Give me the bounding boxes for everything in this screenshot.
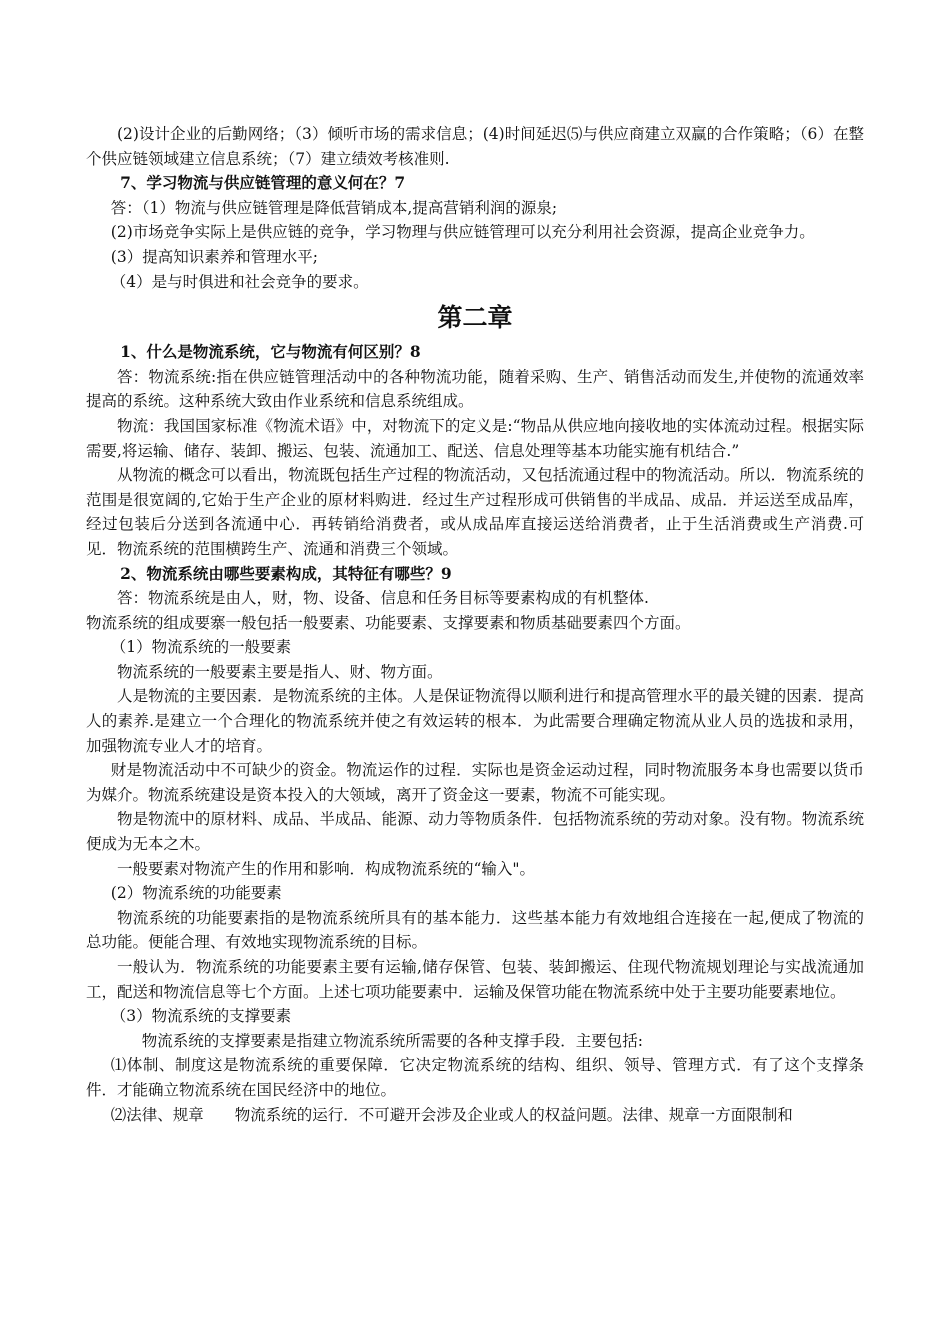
section-2-paragraph-2: 一般认为．物流系统的功能要素主要有运输,储存保管、包装、装卸搬运、住现代物流规划理论与实战流通加工，配送和物流信息等七个方面。上述七项功能要素中．运输及保管功能在物流系统中处于主要功能要素地位。 — [86, 958, 864, 1001]
answer-2-paragraph-2: 物流系统的组成要寨一般包括一般要素、功能要素、支撑要素和物质基础要素四个方面。 — [86, 613, 691, 632]
answer-7-part-4: （4）是与时俱进和社会竞争的要求。 — [110, 272, 369, 291]
question-2: 2、物流系统由哪些要素构成，其特征有哪些？9 — [120, 563, 452, 583]
section-3-title: （3）物流系统的支撑要素 — [110, 1007, 292, 1026]
section-1-paragraph-1: 物流系统的一般要素主要是指人、财、物方面。 — [117, 662, 443, 681]
document-page — [86, 122, 864, 1127]
section-1-paragraph-4: 物是物流中的原材料、成品、半成品、能源、动力等物质条件．包括物流系统的劳动对象。没有物。物流系统便成为无本之木。 — [86, 810, 864, 854]
section-1-paragraph-5: 一般要素对物流产生的作用和影响．构成物流系统的“输入"。 — [117, 859, 536, 878]
section-3-paragraph-3: ⑵法律、规章 物流系统的运行．不可避开会涉及企业或人的权益问题。法律、规章一方面限制和 — [110, 1105, 793, 1124]
answer-7-part-3: (3）提高知识素养和管理水平; — [110, 247, 318, 266]
paragraph-strategies: (2)设计企业的后勤网络；（3）倾听市场的需求信息；(4)时间延迟⑸与供应商建立双赢的合作策略；（6）在整个供应链领域建立信息系统；（7）建立绩效考核准则. — [86, 125, 864, 168]
answer-7-part-1: 答：（1）物流与供应链管理是降低营销成本,提高营销利润的源泉; — [110, 198, 558, 217]
question-1: 1、什么是物流系统，它与物流有何区别？8 — [120, 342, 421, 362]
answer-1-paragraph-3: 从物流的概念可以看出，物流既包括生产过程的物流活动，又包括流通过程中的物流活动。所以．物流系统的范围是很宽阔的,它始于生产企业的原材料购进．经过生产过程形成可供销售的半成品、成品．并运送至成品库，经过包装后分送到各流通中心．再转销给消费者，或从成品库直接运送给消费者，止于生活消费或生产消费.可见．物流系统的范围横跨生产、流通和消费三个领域。 — [86, 466, 864, 558]
section-3-paragraph-2: ⑴体制、制度这是物流系统的重要保障．它决定物流系统的结构、组织、领导、管理方式．有了这个支撑条件．才能确立物流系统在国民经济中的地位。 — [86, 1056, 864, 1099]
question-7: 7、学习物流与供应链管理的意义何在？7 — [120, 173, 406, 193]
section-2-paragraph-1: 物流系统的功能要素指的是物流系统所具有的基本能力．这些基本能力有效地组合连接在一起,便成了物流的总功能。便能合理、有效地实现物流系统的目标。 — [86, 908, 864, 952]
chapter-title: 第二章 — [437, 303, 513, 333]
answer-1-paragraph-2: 物流：我国国家标准《物流术语》中，对物流下的定义是:“物品从供应地向接收地的实体流动过程。根据实际需要,将运输、储存、装卸、搬运、包装、流通加工、配送、信息处理等基本功能实施有机结合.” — [86, 416, 864, 460]
answer-7-part-2: (2)市场竞争实际上是供应链的竞争，学习物理与供应链管理可以充分利用社会资源，提高企业竞争力。 — [110, 223, 815, 242]
answer-1-paragraph-1: 答：物流系统:指在供应链管理活动中的各种物流功能，随着采购、生产、销售活动而发生,并使物的流通效率提高的系统。这种系统大致由作业系统和信息系统组成。 — [86, 367, 864, 411]
section-3-paragraph-1: 物流系统的支撑要素是指建立物流系统所需要的各种支撑手段．主要包括: — [141, 1031, 644, 1050]
section-2-title: (2）物流系统的功能要素 — [110, 884, 282, 903]
answer-2-paragraph-1: 答：物流系统是由人，财，物、设备、信息和任务目标等要素构成的有机整体. — [117, 589, 649, 608]
section-1-title: （1）物流系统的一般要素 — [110, 638, 292, 657]
section-1-paragraph-3: 财是物流活动中不可缺少的资金。物流运作的过程．实际也是资金运动过程，同时物流服务本身也需要以货币为媒介。物流系统建设是资本投入的大领域，离开了资金这一要素，物流不可能实现。 — [86, 761, 864, 804]
section-1-paragraph-2: 人是物流的主要因素．是物流系统的主体。人是保证物流得以顺利进行和提高管理水平的最关键的因素．提高人的素养.是建立一个合理化的物流系统并使之有效运转的根本．为此需要合理确定物流从业人员的选拔和录用，加强物流专业人才的培育。 — [86, 687, 864, 755]
